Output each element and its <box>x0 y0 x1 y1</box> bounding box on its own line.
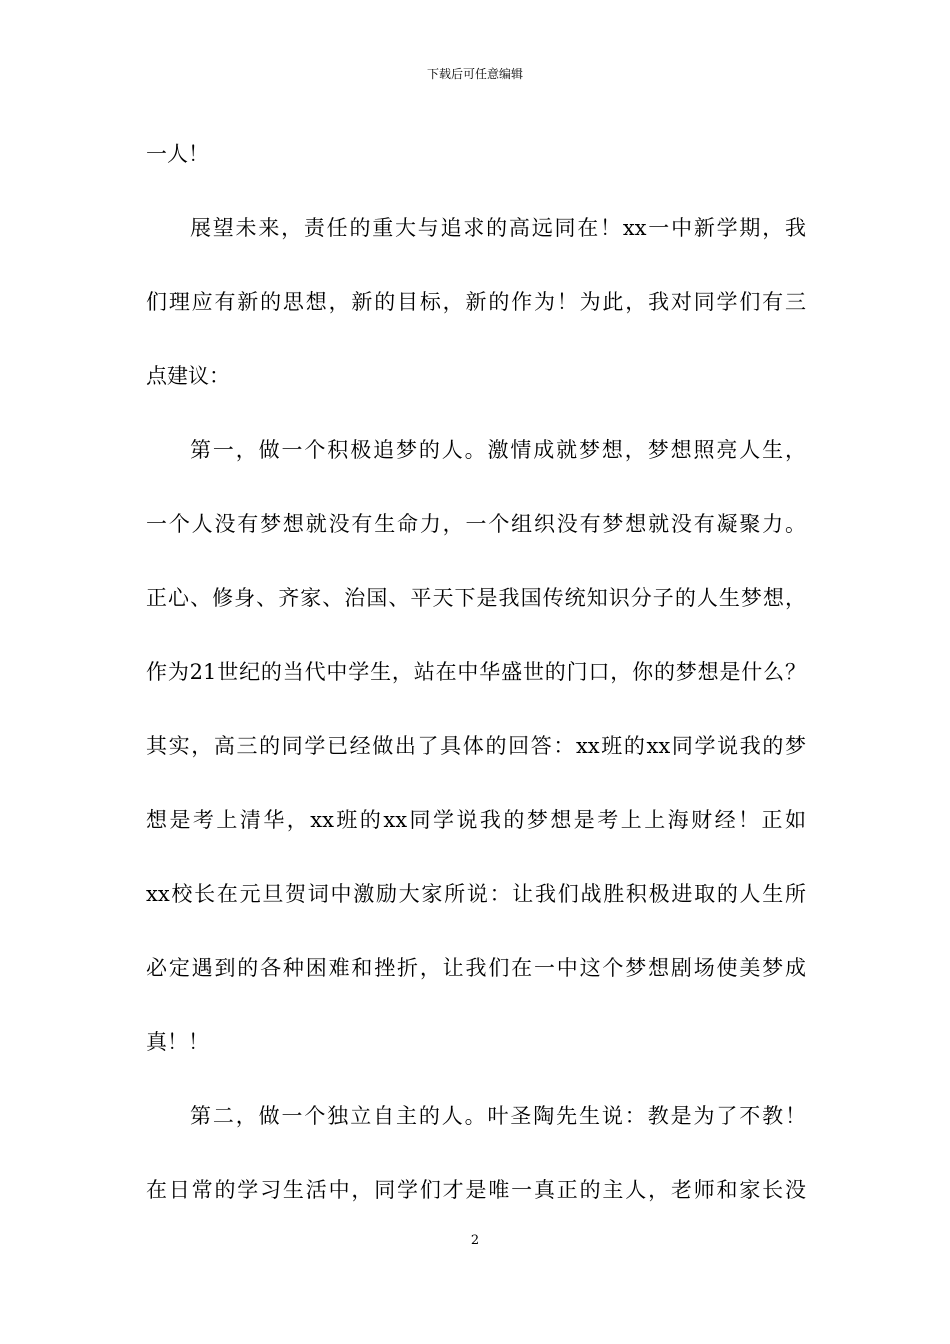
paragraph-first-line: 展望未来，责任的重大与追求的高远同在！xx一中新学期，我 <box>190 216 806 240</box>
document-body <box>146 126 806 1236</box>
text-line: 一人！ <box>146 142 209 166</box>
text-line: 作为21世纪的当代中学生，站在中华盛世的门口，你的梦想是什么？ <box>146 660 806 684</box>
text-line: 其实，高三的同学已经做出了具体的回答：xx班的xx同学说我的梦 <box>146 734 806 758</box>
text-line: 正心、修身、齐家、治国、平天下是我国传统知识分子的人生梦想， <box>146 586 806 610</box>
text-line: 真！！ <box>146 1030 209 1054</box>
page-number: 2 <box>470 1233 480 1248</box>
text-line: 必定遇到的各种困难和挫折，让我们在一中这个梦想剧场使美梦成 <box>146 956 806 980</box>
text-line: 一个人没有梦想就没有生命力，一个组织没有梦想就没有凝聚力。 <box>146 512 806 536</box>
text-line: xx校长在元旦贺词中激励大家所说：让我们战胜积极进取的人生所 <box>146 882 806 906</box>
text-line: 点建议： <box>146 364 230 388</box>
paragraph-first-line: 第一，做一个积极追梦的人。激情成就梦想，梦想照亮人生， <box>190 438 806 462</box>
page-header: 下载后可任意编辑 <box>426 67 523 81</box>
paragraph-first-line: 第二，做一个独立自主的人。叶圣陶先生说：教是为了不教！ <box>190 1104 806 1128</box>
text-line: 们理应有新的思想，新的目标，新的作为！为此，我对同学们有三 <box>146 290 806 314</box>
text-line: 在日常的学习生活中，同学们才是唯一真正的主人，老师和家长没 <box>146 1178 806 1202</box>
text-line: 想是考上清华，xx班的xx同学说我的梦想是考上上海财经！正如 <box>146 808 806 832</box>
